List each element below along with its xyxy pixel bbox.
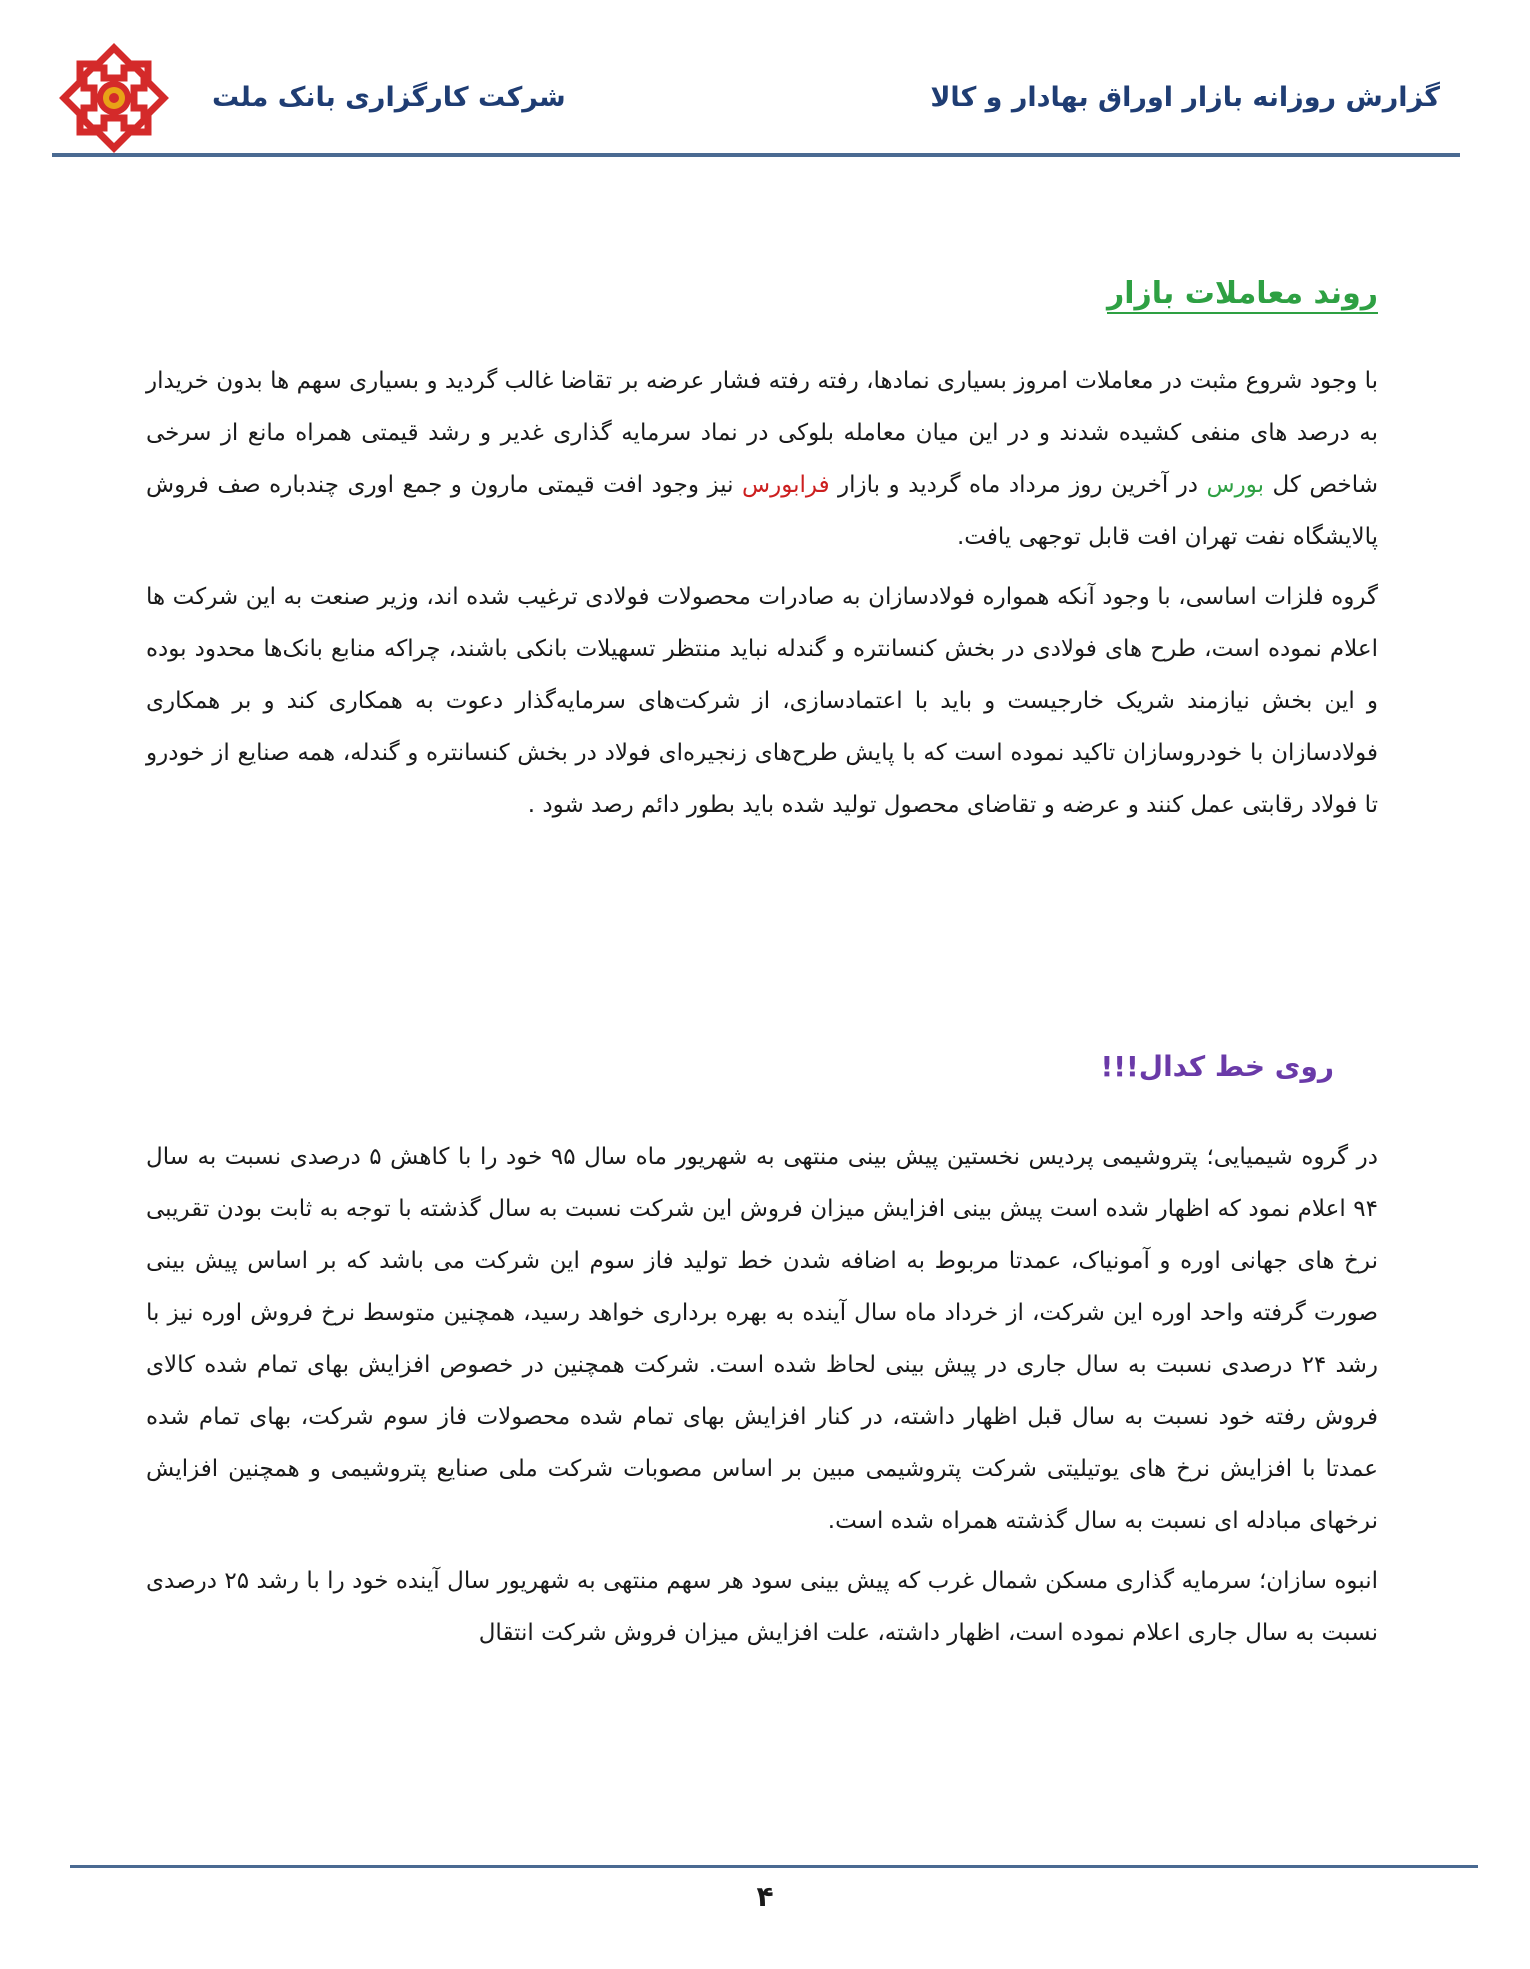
page-header (0, 0, 1530, 160)
section-heading-market-trend: روند معاملات بازار (1107, 276, 1378, 314)
page-number: ۴ (756, 1880, 774, 1913)
footer-divider (70, 1865, 1478, 1868)
paragraph-text: با وجود شروع مثبت در معاملات امروز بسیاری نمادها، رفته رفته فشار عرضه بر تقاضا غالب گردید و بسیاری سهم ها بدون خریدار به درصد های منفی کشیده شدند و در این میان معامله بلوکی در نماد سرمایه گذاری غدیر و رشد قیمتی همراه مانع از سرخی شاخص کل (146, 368, 1379, 498)
header-divider (52, 153, 1460, 157)
paragraph-text: در آخرین روز مرداد ماه گردید و بازار (829, 472, 1207, 498)
farabourse-highlight: فرابورس (742, 472, 830, 498)
section-market-trend (146, 355, 1378, 831)
bank-mellat-logo-icon (58, 42, 170, 154)
bourse-highlight: بورس (1206, 472, 1264, 498)
paragraph-chemical-group: در گروه شیمیایی؛ پتروشیمی پردیس نخستین پیش بینی منتهی به شهریور ماه سال ۹۵ خود را با کاهش ۵ درصدی نسبت به سال ۹۴ اعلام نمود که اظهار شده است پیش بینی افزایش میزان فروش این شرکت نسبت به سال گذشته با توجه به ثابت بودن تقریبی نرخ های جهانی اوره و آمونیاک، عمدتا مربوط به اضافه شدن خط تولید فاز سوم این شرکت می باشد که بر اساس پیش بینی صورت گرفته واحد اوره این شرکت، از خرداد ماه سال آینده به بهره برداری خواهد رسید، همچنین متوسط نرخ فروش اوره نیز با رشد ۲۴ درصدی نسبت به سال جاری در پیش بینی لحاظ شده است. شرکت همچنین در خصوص افزایش بهای تمام شده کالای فروش رفته خود نسبت به سال قبل اظهار داشته، در کنار افزایش بهای تمام شده محصولات فاز سوم شرکت، بهای تمام شده عمدتا با افزایش نرخ های یوتیلیتی شرکت پتروشیمی مبین بر اساس مصوبات شرکت ملی صنایع پتروشیمی و همچنین افزایش نرخهای مبادله ای نسبت به سال گذشته همراه شده است. (146, 1144, 1378, 1534)
paragraph-basic-metals: گروه فلزات اساسی، با وجود آنکه همواره فولادسازان به صادرات محصولات فولادی ترغیب شده اند، وزیر صنعت به این شرکت ها اعلام نموده است، طرح های فولادی در بخش کنسانتره و گندله نباید منتظر تسهیلات بانکی باشند، چراکه منابع بانک‌ها محدود بوده و این بخش نیازمند شریک خارجیست و باید با اعتمادسازی، از شرکت‌های سرمایه‌گذار دعوت به همکاری کند و بر همکاری فولادسازان با خودروسازان تاکید نموده است که با پایش طرح‌های زنجیره‌ای فولاد در بخش کنسانتره و گندله، همه صنایع از خودرو تا فولاد رقابتی عمل کنند و عرضه و تقاضای محصول تولید شده باید بطور دائم رصد شود . (146, 584, 1378, 818)
report-title: گزارش روزانه بازار اوراق بهادار و کالا (930, 82, 1440, 113)
company-name: شرکت کارگزاری بانک ملت (212, 82, 566, 113)
paragraph-text: نیز وجود افت قیمتی مارون و جمع اوری چندباره صف فروش پالایشگاه نفت تهران افت قابل توجهی یافت. (146, 472, 1378, 550)
section-heading-codal: روی خط کدال!!! (1100, 1050, 1334, 1083)
paragraph-market-summary (146, 355, 1378, 563)
paragraph-mass-builders: انبوه سازان؛ سرمایه گذاری مسکن شمال غرب که پیش بینی سود هر سهم منتهی به شهریور سال آینده خود را با رشد ۲۵ درصدی نسبت به سال جاری اعلام نموده است، اظهار داشته، علت افزایش میزان فروش شرکت انتقال (146, 1568, 1379, 1646)
section-codal (146, 1131, 1378, 1659)
